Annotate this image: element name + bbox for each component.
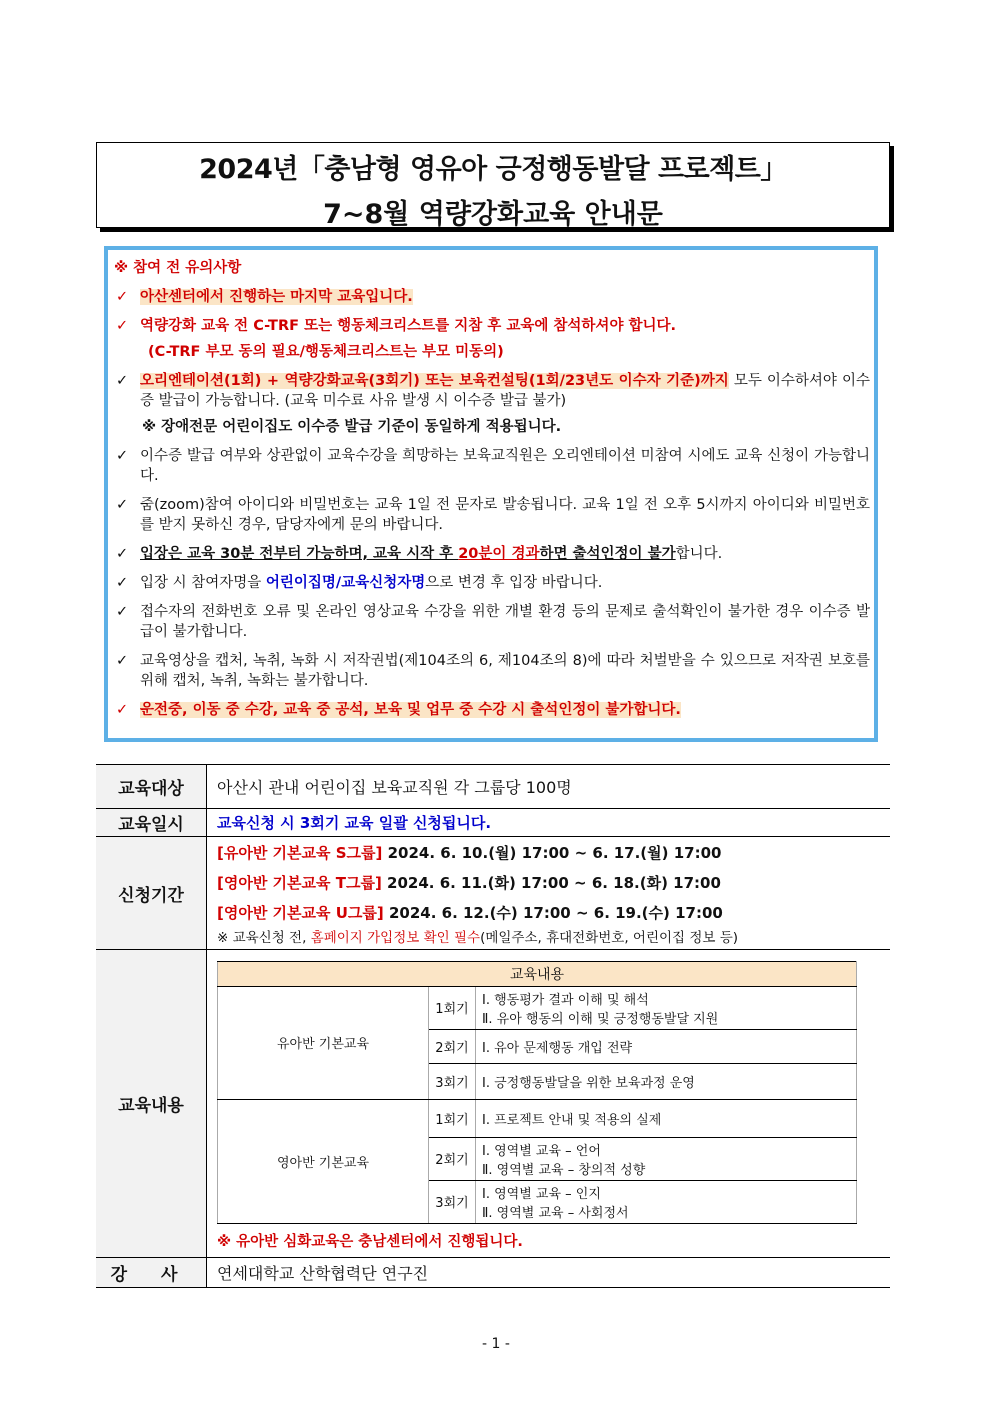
infant-course: 유아반 기본교육 — [218, 986, 429, 1099]
check-icon: ✓ — [116, 604, 129, 620]
lecturer-value: 연세대학교 산학협력단 연구진 — [207, 1258, 891, 1288]
check-icon: ✓ — [116, 702, 129, 718]
period-note: ※ 교육신청 전, 홈페이지 가입정보 확인 필수(메일주소, 휴대전화번호, 어린이집 정보 등) — [217, 930, 739, 946]
notice-item: ✓ 오리엔테이션(1회) + 역량강화교육(3회기) 또는 보육컨설팅(1회/23년도 이수자 기준)까지 모두 이수하셔야 이수증 발급이 가능합니다. (교육 미수료 사유 발생 시 이수증 발급 불가) — [116, 373, 870, 409]
document-title-box — [96, 142, 890, 228]
period-line: [영아반 기본교육 T그룹] 2024. 6. 11.(화) 17:00 ~ 6. 18.(화) 17:00 — [217, 874, 721, 892]
session-label: 2회기 — [429, 1137, 476, 1180]
session-label: 3회기 — [429, 1180, 476, 1223]
notice-item: ✓ 입장은 교육 30분 전부터 가능하며, 교육 시작 후 20분이 경과하면 출석인정이 불가합니다. — [116, 546, 723, 562]
check-icon: ✓ — [116, 653, 129, 669]
row-label: 신청기간 — [96, 837, 207, 950]
date-value: 교육신청 시 3회기 교육 일괄 신청됩니다. — [207, 809, 891, 837]
check-icon: ✓ — [116, 448, 129, 464]
curriculum-table — [217, 961, 857, 1224]
notice-item: ✓ 운전중, 이동 중 수강, 교육 중 공석, 보육 및 업무 중 수강 시 출석인정이 불가합니다. — [116, 702, 681, 718]
toddler-course: 영아반 기본교육 — [218, 1099, 429, 1223]
notice-item: ✓ 교육영상을 캡처, 녹취, 녹화 시 저작권법(제104조의 6, 제104조의 8)에 따라 처벌받을 수 있으므로 저작권 보호를 위해 캡처, 녹취, 녹화는 불가합니다. — [116, 653, 870, 689]
period-line: [유아반 기본교육 S그룹] 2024. 6. 10.(월) 17:00 ~ 6. 17.(월) 17:00 — [217, 844, 722, 862]
notice-subnote: (C-TRF 부모 동의 필요/행동체크리스트는 부모 미동의) — [148, 344, 504, 360]
row-label: 교육대상 — [96, 765, 207, 809]
target-value: 아산시 관내 어린이집 보육교직원 각 그룹당 100명 — [207, 765, 891, 809]
content-cell — [207, 950, 891, 1258]
notice-heading: ※ 참여 전 유의사항 — [114, 260, 242, 276]
info-table — [96, 764, 890, 1288]
row-label: 교육내용 — [96, 950, 207, 1258]
session-topic: Ⅰ. 유아 문제행동 개입 전략 — [476, 1029, 857, 1063]
notice-item: ✓ 줌(zoom)참여 아이디와 비밀번호는 교육 1일 전 문자로 발송됩니다. 교육 1일 전 오후 5시까지 아이디와 비밀번호를 받지 못하신 경우, 담당자에게 문의 바랍니다. — [116, 497, 870, 533]
notice-item: ✓ 입장 시 참여자명을 어린이집명/교육신청자명으로 변경 후 입장 바랍니다. — [116, 575, 603, 591]
check-icon: ✓ — [116, 373, 129, 389]
notice-box — [104, 246, 878, 742]
session-label: 1회기 — [429, 986, 476, 1029]
curriculum-header: 교육내용 — [218, 961, 857, 986]
row-label: 강 사 — [96, 1258, 207, 1288]
content-note: ※ 유아반 심화교육은 충남센터에서 진행됩니다. — [217, 1233, 523, 1250]
session-topic: Ⅰ. 행동평가 결과 이해 및 해석 Ⅱ. 유아 행동의 이해 및 긍정행동발달 지원 — [476, 986, 857, 1029]
session-label: 1회기 — [429, 1099, 476, 1137]
session-topic: Ⅰ. 영역별 교육 – 인지 Ⅱ. 영역별 교육 – 사회정서 — [476, 1180, 857, 1223]
session-topic: Ⅰ. 긍정행동발달을 위한 보육과정 운영 — [476, 1063, 857, 1099]
table-row — [96, 950, 890, 1258]
title-line-1: 2024년「충남형 영유아 긍정행동발달 프로젝트」 — [199, 154, 787, 185]
notice-item: ✓ 이수증 발급 여부와 상관없이 교육수강을 희망하는 보육교직원은 오리엔테이션 미참여 시에도 교육 신청이 가능합니다. — [116, 448, 870, 484]
session-label: 2회기 — [429, 1029, 476, 1063]
notice-subnote: ※ 장애전문 어린이집도 이수증 발급 기준이 동일하게 적용됩니다. — [142, 419, 562, 435]
session-topic: Ⅰ. 프로젝트 안내 및 적용의 실제 — [476, 1099, 857, 1137]
check-icon: ✓ — [116, 318, 129, 334]
session-label: 3회기 — [429, 1063, 476, 1099]
page-number: - 1 - — [482, 1336, 510, 1352]
notice-item: ✓ 역량강화 교육 전 C-TRF 또는 행동체크리스트를 지참 후 교육에 참석하셔야 합니다. — [116, 318, 677, 334]
period-cell — [207, 837, 891, 950]
check-icon: ✓ — [116, 289, 129, 305]
notice-item: ✓ 아산센터에서 진행하는 마지막 교육입니다. — [116, 289, 413, 305]
check-icon: ✓ — [116, 546, 129, 562]
check-icon: ✓ — [116, 497, 129, 513]
row-label: 교육일시 — [96, 809, 207, 837]
table-row — [96, 765, 890, 809]
table-row — [96, 837, 890, 950]
period-line: [영아반 기본교육 U그룹] 2024. 6. 12.(수) 17:00 ~ 6. 19.(수) 17:00 — [217, 904, 723, 922]
title-line-2: 7~8월 역량강화교육 안내문 — [323, 199, 663, 230]
table-row — [96, 809, 890, 837]
check-icon: ✓ — [116, 575, 129, 591]
session-topic: Ⅰ. 영역별 교육 – 언어 Ⅱ. 영역별 교육 – 창의적 성향 — [476, 1137, 857, 1180]
table-row — [96, 1258, 890, 1288]
notice-item: ✓ 접수자의 전화번호 오류 및 온라인 영상교육 수강을 위한 개별 환경 등의 문제로 출석확인이 불가한 경우 이수증 발급이 불가합니다. — [116, 604, 870, 640]
